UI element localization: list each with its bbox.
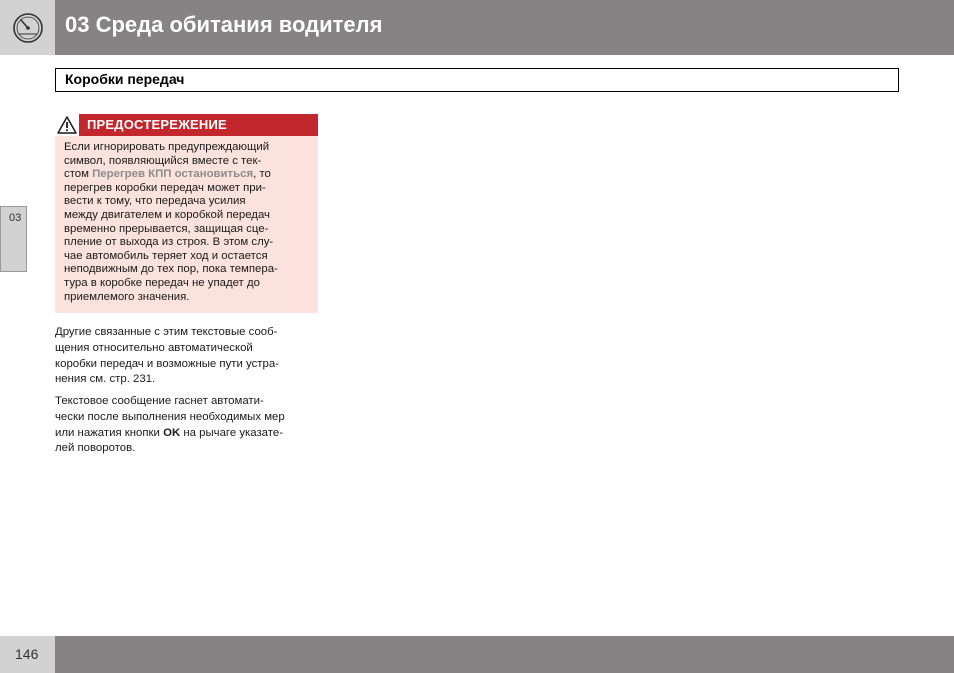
warning-message-highlight: Перегрев КПП остановиться — [92, 168, 254, 181]
warning-line: вести к тому, что передача усилия — [64, 195, 246, 208]
page-number: 146 — [15, 646, 39, 662]
header-icon-box — [0, 0, 55, 55]
body-paragraph — [55, 394, 320, 457]
section-title: Коробки передач — [65, 71, 185, 87]
warning-line: временно прерывается, защищая сце- — [64, 222, 269, 235]
paragraph-line — [55, 426, 320, 442]
paragraph-line-suffix: на рычаге указате- — [180, 426, 283, 439]
chapter-title: 03 Среда обитания водителя — [65, 12, 383, 37]
section-title-box — [55, 68, 899, 92]
warning-line: приемлемого значения. — [64, 290, 190, 303]
paragraph-line: нения см. стр. 231. — [55, 373, 156, 386]
paragraph-line: Другие связанные с этим текстовые сооб- — [55, 326, 278, 338]
warning-line: чае автомобиль теряет ход и остается — [64, 249, 268, 262]
warning-line: пление от выхода из строя. В этом слу- — [64, 236, 274, 249]
chapter-side-tab — [0, 206, 27, 272]
warning-box — [55, 114, 318, 313]
warning-label: ПРЕДОСТЕРЕЖЕНИЕ — [87, 117, 227, 132]
paragraph-line: лей поворотов. — [55, 442, 136, 455]
body-paragraph — [55, 325, 320, 388]
warning-line: перегрев коробки передач может при- — [64, 181, 266, 194]
warning-line: Если игнорировать предупреждающий — [64, 141, 270, 153]
warning-header — [55, 114, 318, 136]
speedometer-icon — [11, 11, 45, 45]
warning-body — [64, 141, 314, 304]
paragraph-line: щения относительно автоматической — [55, 341, 253, 354]
warning-line-prefix: стом — [64, 168, 93, 181]
ok-button-reference: OK — [163, 426, 181, 439]
paragraph-line: Текстовое сообщение гаснет автомати- — [55, 395, 264, 407]
warning-line: символ, появляющийся вместе с тек- — [64, 154, 262, 167]
warning-line: неподвижным до тех пор, пока темпера- — [64, 263, 278, 276]
footer-bar — [55, 636, 954, 673]
paragraph-line: коробки передач и возможные пути устра- — [55, 357, 279, 370]
warning-triangle-icon — [55, 114, 79, 136]
warning-line: между двигателем и коробкой передач — [64, 208, 270, 221]
footer-page-box — [0, 636, 55, 673]
warning-line — [64, 168, 314, 182]
warning-line: тура в коробке передач не упадет до — [64, 276, 260, 289]
paragraph-line-prefix: или нажатия кнопки — [55, 426, 164, 439]
paragraph-line: чески после выполнения необходимых мер — [55, 410, 285, 423]
chapter-side-tab-label: 03 — [9, 212, 22, 224]
header-bar — [55, 0, 954, 55]
warning-line-suffix: , то — [253, 168, 271, 181]
